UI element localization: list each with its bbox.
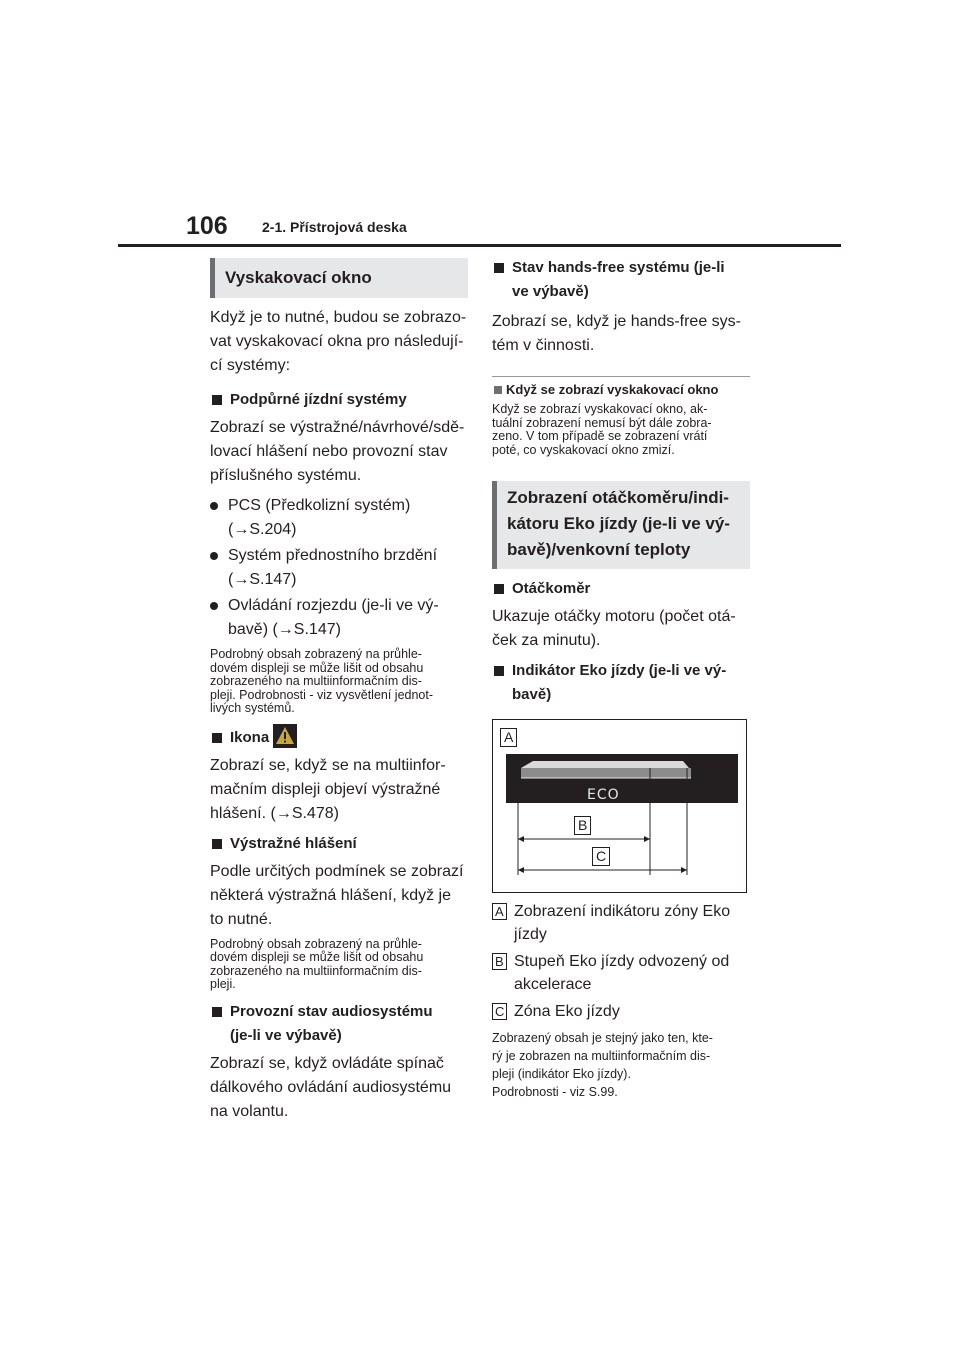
popup-shown-text: Když se zobrazí vyskakovací okno, ak- tuální zobrazení nemusí být dále zobra- zeno. V tom případě se zobrazení vrátí poté, co vyskakovací okno zmizí. [492, 402, 712, 457]
legend-item-b: B Stupeň Eko jízdy odvozený od akcelerace [492, 950, 750, 996]
bullet-brake-override: Systém přednostního brzdění (→S.147) [210, 544, 468, 592]
diagram-label-b: B [574, 816, 591, 835]
eco-indicator-diagram [492, 719, 747, 893]
warning-message-text: Podle určitých podmínek se zobrazí některá výstražná hlášení, když je to nutné. [210, 862, 464, 928]
header-rule [118, 244, 841, 247]
left-column [210, 258, 468, 1124]
subheading-hands-free: Stav hands-free systému (je-li ve výbavě) [492, 256, 750, 304]
divider [492, 376, 750, 377]
legend-item-c: C Zóna Eko jízdy [492, 1000, 750, 1023]
diagram-legend [492, 900, 750, 1023]
subheading-eco-indicator: Indikátor Eko jízdy (je-li ve vý- bavě) [492, 659, 750, 707]
section-title: 2-1. Přístrojová deska [262, 219, 407, 235]
audio-text: Zobrazí se, když ovládáte spínač dálkového ovládání audiosystému na volantu. [210, 1054, 452, 1120]
page-number: 106 [186, 212, 228, 240]
note-hud-difference-2: Podrobný obsah zobrazený na průhle- dovém displeji se může lišit od obsahu zobrazeného na multiinformačním dis- pleji. [210, 936, 424, 992]
icon-text: Zobrazí se, když se na multiinfor- mačním displeji objeví výstražné hlášení. (→S.478) [210, 756, 446, 822]
diagram-label-c: C [592, 847, 610, 866]
driving-support-text: Zobrazí se výstražné/návrhové/sdě- lovací hlášení nebo provozní stav příslušného systému. [210, 419, 465, 484]
eco-indicator-note: Zobrazený obsah je stejný jako ten, kte- rý je zobrazen na multiinformačním dis- pleji (indikátor Eko jízdy). Podrobnosti - viz S.99. [492, 1031, 713, 1099]
subheading-icon: Ikona [210, 726, 468, 750]
subheading-driving-support: Podpůrné jízdní systémy [210, 388, 468, 412]
note-hud-difference: Podrobný obsah zobrazený na průhle- dovém displeji se může lišit od obsahu zobrazeného na multiinformačním dis- pleji. Podrobnosti - viz vysvětlení jednot- livých systémů. [210, 647, 434, 715]
section-heading-popup: Vyskakovací okno [210, 258, 468, 298]
bullet-drive-start-control: Ovládání rozjezdu (je-li ve vý- bavě) (→S.147) [210, 594, 468, 642]
intro-text: Když je to nutné, budou se zobrazo- vat vyskakovací okna pro následují- cí systémy: [210, 309, 467, 374]
subheading-warning-message: Výstražné hlášení [210, 832, 468, 856]
eco-indicator-graphic [493, 720, 748, 894]
legend-item-a: A Zobrazení indikátoru zóny Eko jízdy [492, 900, 750, 946]
section-heading-tachometer: Zobrazení otáčkoměru/indi- kátoru Eko jízdy (je-li ve vý- bavě)/venkovní teploty [492, 481, 750, 569]
bullet-pcs: PCS (Předkolizní systém) (→S.204) [210, 494, 468, 542]
diagram-label-a: A [500, 728, 517, 747]
right-column [492, 256, 750, 1101]
tachometer-text: Ukazuje otáčky motoru (počet otá- ček za minutu). [492, 608, 736, 649]
eco-label: ECO [587, 787, 620, 803]
hands-free-text: Zobrazí se, když je hands-free sys- tém v činnosti. [492, 313, 741, 354]
subheading-tachometer: Otáčkoměr [492, 577, 750, 601]
warning-triangle-icon [273, 724, 297, 748]
subheading-audio: Provozní stav audiosystému (je-li ve výbavě) [210, 1000, 468, 1048]
subheading-popup-shown: Když se zobrazí vyskakovací okno [492, 381, 750, 399]
